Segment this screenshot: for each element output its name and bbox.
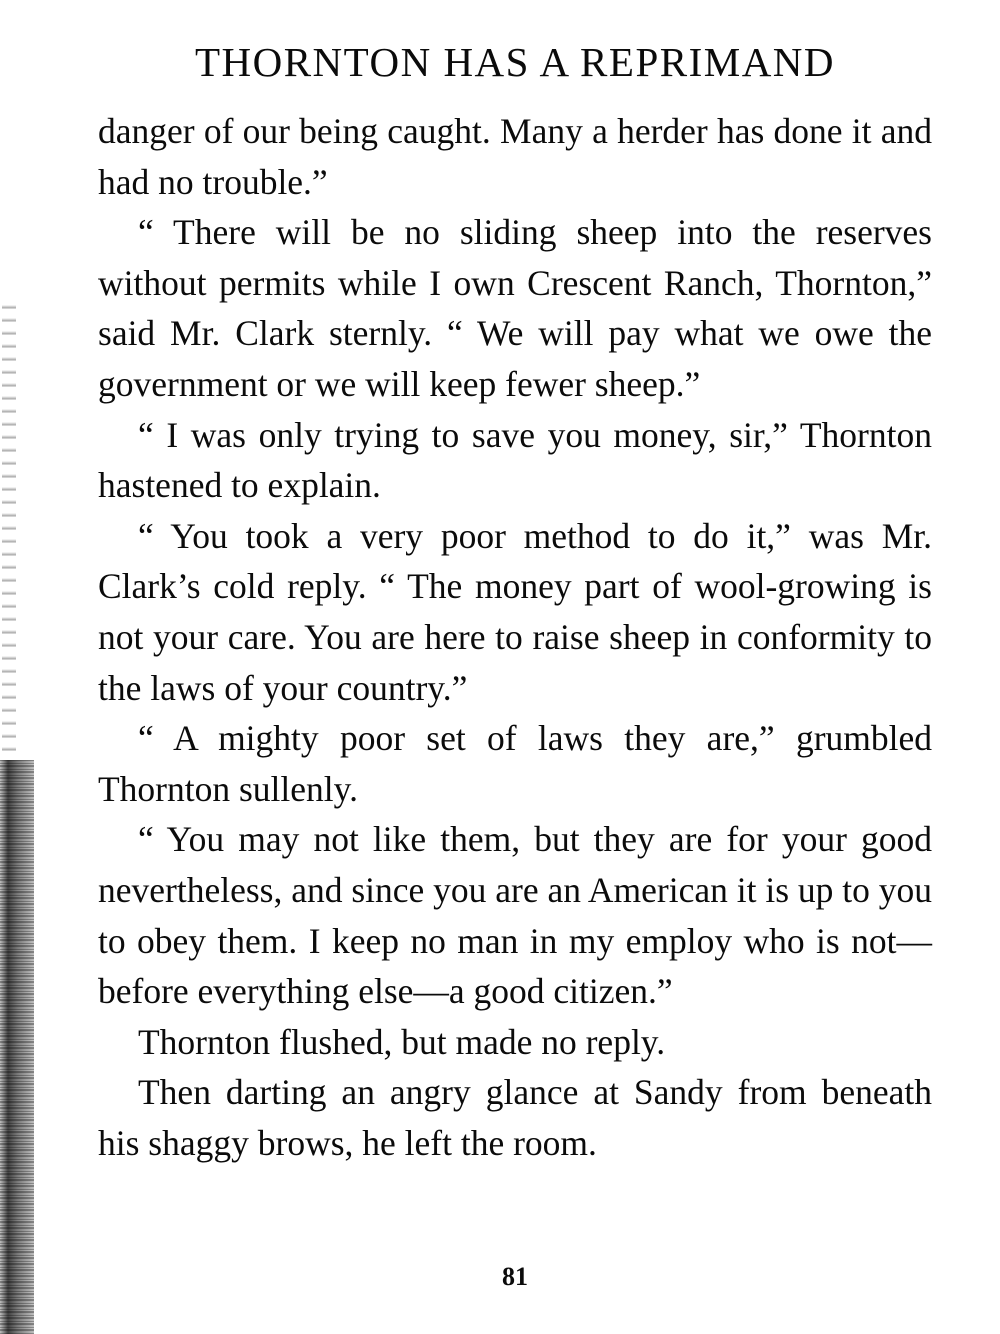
paragraph: “ I was only trying to save you money, sir,” Thornton hastened to explain. (98, 414, 932, 506)
body-text (98, 106, 932, 1168)
paragraph: Then darting an angry glance at Sandy from beneath his shaggy brows, he left the room. (98, 1072, 932, 1163)
paragraph: Thornton flushed, but made no reply. (138, 1021, 666, 1062)
paragraph: “ A mighty poor set of laws they are,” grumbled Thornton sullenly. (98, 718, 932, 809)
page-number: 81 (502, 1262, 528, 1291)
paragraph: “ There will be no sliding sheep into the reserves without permits while I own Crescent Ranch, Thornton,” said Mr. Clark sternly. “ We will pay what we owe the government or we will keep fewer sheep.” (98, 212, 932, 404)
running-head: THORNTON HAS A REPRIMAND (194, 39, 836, 85)
paragraph: “ You may not like them, but they are for your good nevertheless, and since you are an American it is up to you to obey them. I keep no man in my employ who is not—before everything else—a good citizen.” (98, 819, 933, 1012)
binding-shadow-upper (2, 300, 16, 760)
paragraph: danger of our being caught. Many a herder has done it and had no trouble.” (98, 111, 932, 202)
binding-shadow-lower (0, 760, 34, 1334)
paragraph: “ You took a very poor method to do it,” was Mr. Clark’s cold reply. “ The money part of wool-growing is not your care. You are here to raise sheep in conformity to the laws of your country.” (98, 515, 932, 708)
